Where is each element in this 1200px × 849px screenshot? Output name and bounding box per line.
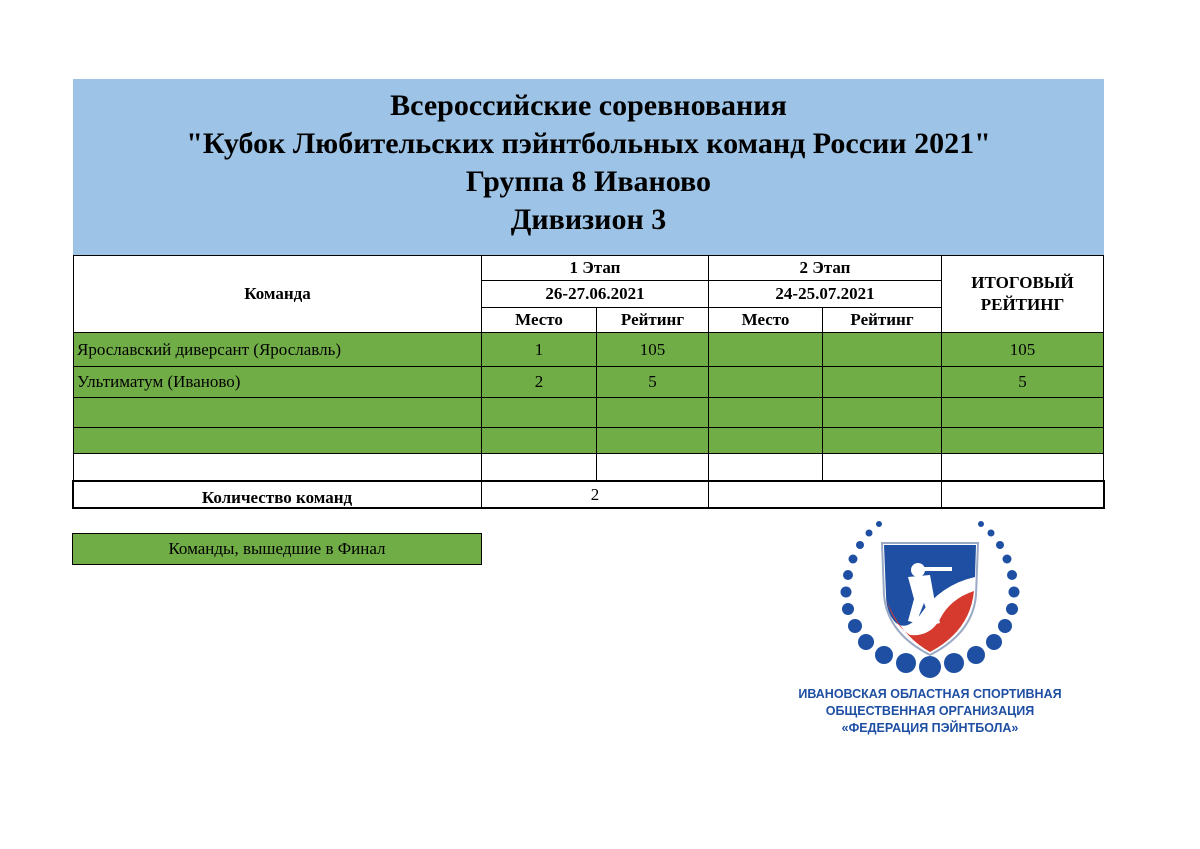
row-4-s2-place: [709, 428, 823, 454]
title-line-3: Группа 8 Иваново: [465, 165, 712, 198]
stage2-rating-header: Рейтинг: [823, 308, 942, 333]
finalists-legend-label: Команды, вышедшие в Финал: [168, 539, 386, 558]
row-2-team: Ультиматум (Иваново): [73, 367, 482, 398]
row-2-s1-rating: 5: [597, 367, 709, 398]
row-4-s1-rating: [597, 428, 709, 454]
team-count-label: Количество команд: [73, 481, 482, 508]
row-4-s2-rating: [823, 428, 942, 454]
row-5-s2-place: [709, 454, 823, 481]
row-1-total: 105: [942, 333, 1104, 367]
row-5-total: [942, 454, 1104, 481]
row-1-s1-place: 1: [482, 333, 597, 367]
org-name-line-2: ОБЩЕСТВЕННАЯ ОРГАНИЗАЦИЯ: [825, 704, 1035, 718]
row-3-total: [942, 398, 1104, 428]
row-4-total: [942, 428, 1104, 454]
row-5-s1-place: [482, 454, 597, 481]
row-2-total: 5: [942, 367, 1104, 398]
row-5-team: [73, 454, 482, 481]
row-3-s1-rating: [597, 398, 709, 428]
row-1-s2-place: [709, 333, 823, 367]
stage1-rating-header: Рейтинг: [597, 308, 709, 333]
row-3-s1-place: [482, 398, 597, 428]
stage2-place-header: Место: [709, 308, 823, 333]
row-3-s2-place: [709, 398, 823, 428]
row-2-s1-place: 2: [482, 367, 597, 398]
row-1-team: Ярославский диверсант (Ярославль): [73, 333, 482, 367]
org-name-line-1: ИВАНОВСКАЯ ОБЛАСТНАЯ СПОРТИВНАЯ: [798, 687, 1062, 701]
row-1-s1-rating: 105: [597, 333, 709, 367]
stage1-place-header: Место: [482, 308, 597, 333]
stage1-title: 1 Этап: [482, 255, 709, 281]
title-line-1: Всероссийские соревнования: [390, 89, 787, 122]
stage1-date: 26-27.06.2021: [482, 281, 709, 308]
row-4-team: [73, 428, 482, 454]
row-2-s2-rating: [823, 367, 942, 398]
title-line-4: Дивизион 3: [510, 203, 667, 236]
row-4-s1-place: [482, 428, 597, 454]
team-count-total: [942, 481, 1104, 508]
team-count-value: 2: [482, 481, 709, 508]
stage2-date: 24-25.07.2021: [709, 281, 942, 308]
title-banner: [73, 79, 1104, 255]
row-2-s2-place: [709, 367, 823, 398]
row-1-s2-rating: [823, 333, 942, 367]
col-total-header: ИТОГОВЫЙ РЕЙТИНГ: [942, 255, 1104, 333]
row-5-s1-rating: [597, 454, 709, 481]
row-5-s2-rating: [823, 454, 942, 481]
title-line-2: "Кубок Любительских пэйнтбольных команд России 2021": [186, 127, 991, 160]
finalists-legend: [72, 533, 482, 565]
stage2-title: 2 Этап: [709, 255, 942, 281]
team-count-stage2: [709, 481, 942, 508]
row-3-team: [73, 398, 482, 428]
col-team-header: Команда: [73, 255, 482, 333]
row-3-s2-rating: [823, 398, 942, 428]
org-name-line-3: «ФЕДЕРАЦИЯ ПЭЙНТБОЛА»: [841, 721, 1019, 735]
